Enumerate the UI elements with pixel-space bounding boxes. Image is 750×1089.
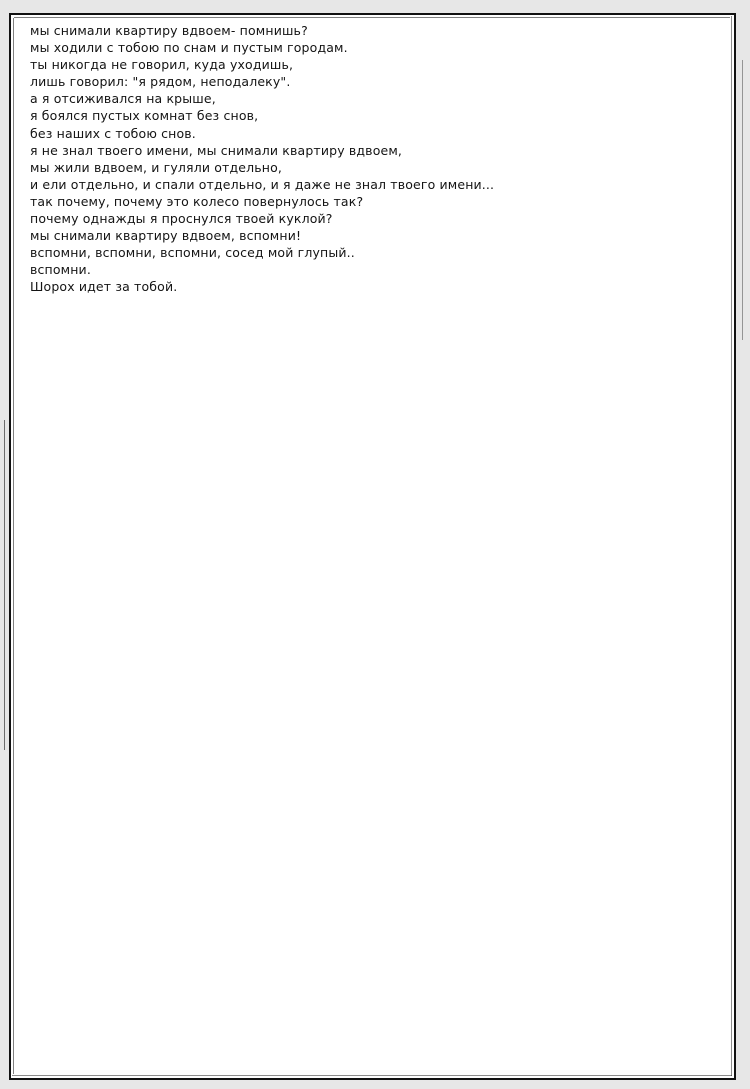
poem-line: лишь говорил: "я рядом, неподалеку".	[30, 74, 291, 90]
frame-stroke-right	[731, 16, 732, 1076]
poem-line: я боялся пустых комнат без снов,	[30, 108, 259, 124]
frame-stroke-left	[13, 18, 14, 1074]
frame-stroke-bottom	[12, 1075, 732, 1076]
poem-line: мы жили вдвоем, и гуляли отдельно,	[30, 159, 283, 175]
poem-line: так почему, почему это колесо повернулось так?	[30, 193, 364, 209]
poem-line: вспомни.	[30, 262, 91, 278]
poem-text	[30, 22, 494, 296]
poem-line: а я отсиживался на крыше,	[30, 91, 216, 107]
frame-stroke-left-outer	[4, 420, 5, 750]
poem-line: мы снимали квартиру вдвоем, вспомни!	[30, 228, 302, 244]
poem-line: вспомни, вспомни, вспомни, сосед мой глупый..	[30, 245, 355, 261]
poem-line: без наших с тобою снов.	[30, 125, 196, 141]
poem-line: мы ходили с тобою по снам и пустым городам.	[30, 40, 348, 56]
poem-line: и ели отдельно, и спали отдельно, и я даже не знал твоего имени...	[30, 176, 495, 192]
frame-stroke-top	[14, 17, 730, 18]
frame-stroke-right-outer	[742, 60, 743, 340]
poem-line: ты никогда не говорил, куда уходишь,	[30, 57, 294, 73]
poem-line: я не знал твоего имени, мы снимали квартиру вдвоем,	[30, 142, 403, 158]
poem-line: мы снимали квартиру вдвоем- помнишь?	[30, 23, 308, 38]
poem-line: Шорох идет за тобой.	[30, 279, 178, 295]
poem-line: почему однажды я проснулся твоей куклой?	[30, 211, 333, 227]
